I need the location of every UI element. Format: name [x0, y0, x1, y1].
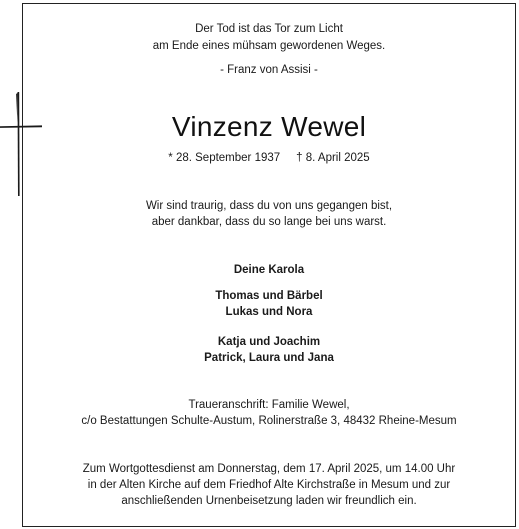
life-dates [22, 150, 516, 166]
quote-line-2: am Ende eines mühsam gewordenen Weges. [152, 40, 386, 52]
message-line-1: Wir sind traurig, dass du von uns gegangen bist, [145, 200, 393, 212]
family-member: Lukas und Nora [225, 306, 313, 318]
deceased-name: Vinzenz Wewel [171, 111, 367, 142]
address-line-2: c/o Bestattungen Schulte-Austum, Rolinerstraße 3, 48432 Rheine-Mesum [81, 415, 457, 427]
cross-icon [0, 92, 44, 200]
family-member: Patrick, Laura und Jana [204, 352, 334, 364]
family-member: Thomas und Bärbel [215, 290, 323, 302]
birth-date: * 28. September 1937 [168, 152, 281, 164]
service-line-1: Zum Wortgottesdienst am Donnerstag, dem 17. April 2025, um 14.00 Uhr [82, 463, 456, 475]
family-member: Deine Karola [233, 264, 305, 276]
quote-author: - Franz von Assisi - [220, 64, 318, 76]
service-line-3: anschließenden Urnenbeisetzung laden wir freundlich ein. [121, 495, 417, 507]
family-member: Katja und Joachim [217, 336, 321, 348]
message-line-2: aber dankbar, dass du so lange bei uns warst. [151, 216, 387, 228]
death-date: † 8. April 2025 [296, 152, 370, 164]
address-line-1: Traueranschrift: Familie Wewel, [188, 399, 350, 411]
quote-line-1: Der Tod ist das Tor zum Licht [195, 23, 343, 35]
service-line-2: in der Alten Kirche auf dem Friedhof Alte Kirchstraße in Mesum und zur [87, 479, 451, 491]
